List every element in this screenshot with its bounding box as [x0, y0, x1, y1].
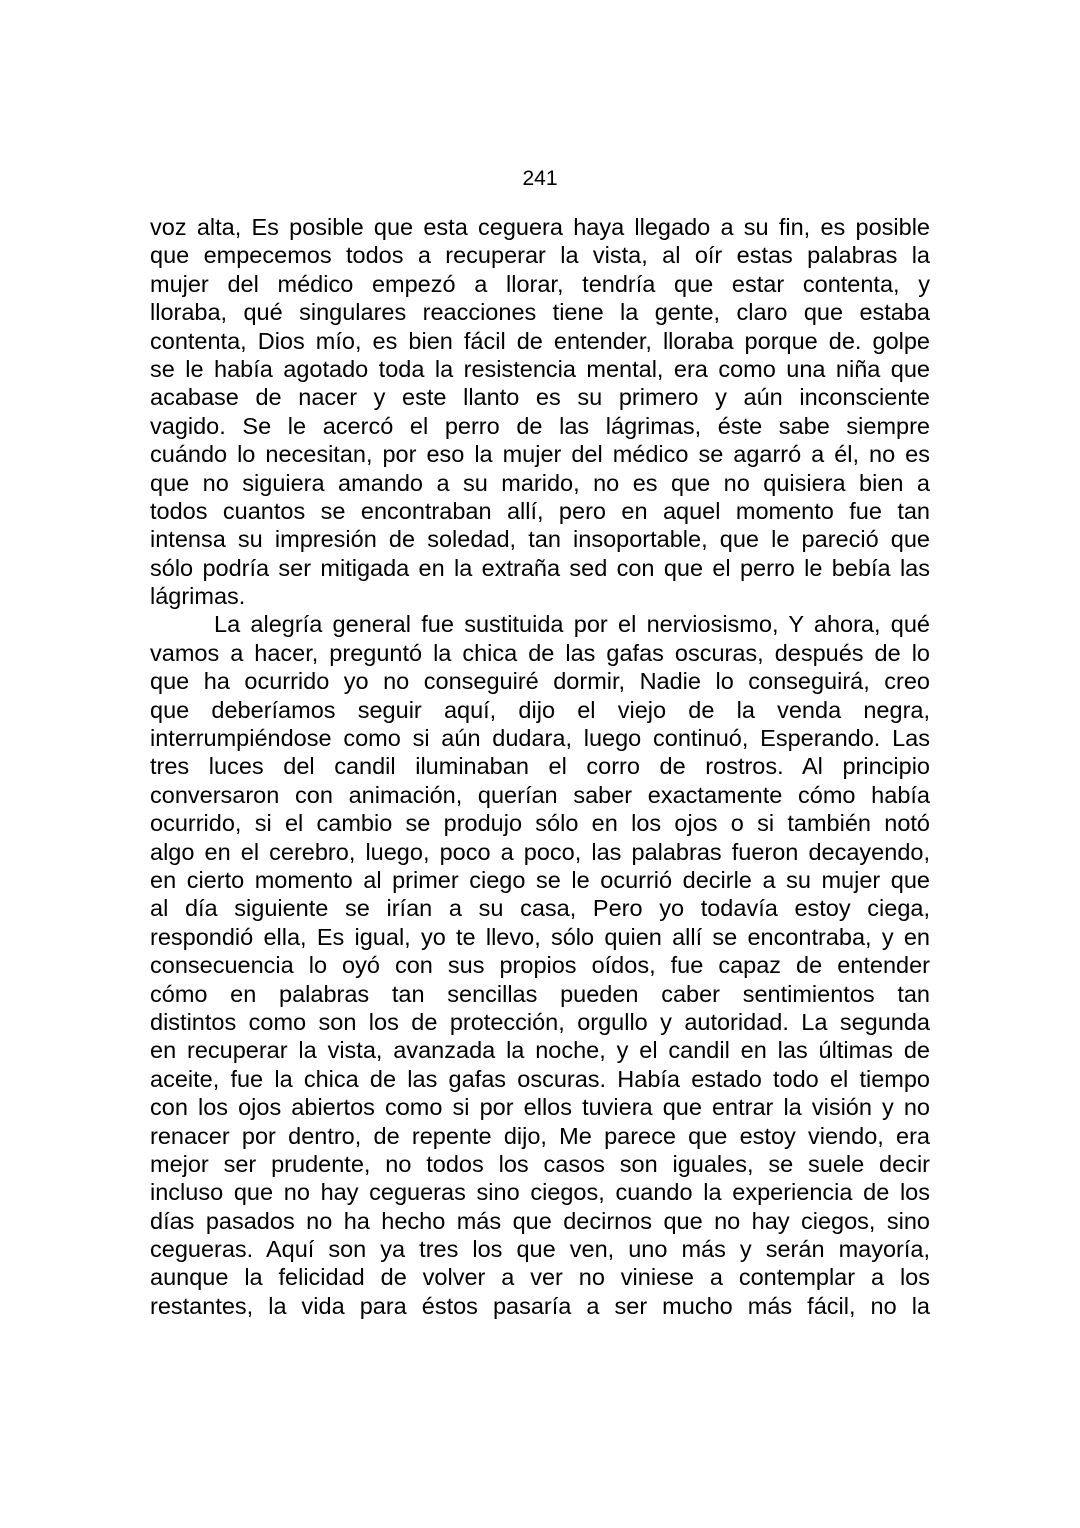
text-line: cuándo lo necesitan, por eso la mujer del médico se agarró a él, no es — [150, 441, 930, 468]
text-line: intensa su impresión de soledad, tan insoportable, que le pareció que — [150, 526, 930, 553]
text-line: aceite, fue la chica de las gafas oscuras. Había estado todo el tiempo — [150, 1065, 930, 1092]
text-line: que no siguiera amando a su marido, no es que no quisiera bien a — [150, 469, 930, 496]
text-line: voz alta, Es posible que esta ceguera haya llegado a su fin, es posible — [150, 214, 930, 240]
text-line: se le había agotado toda la resistencia mental, era como una niña que — [150, 355, 930, 382]
text-line: cegueras. Aquí son ya tres los que ven, uno más y serán mayoría, — [150, 1236, 930, 1263]
text-line: tres luces del candil iluminaban el corro de rostros. Al principio — [150, 753, 930, 780]
text-line: vamos a hacer, preguntó la chica de las gafas oscuras, después de lo — [150, 639, 930, 666]
text-line: respondió ella, Es igual, yo te llevo, sólo quien allí se encontraba, y en — [150, 923, 930, 950]
text-line: cómo en palabras tan sencillas pueden caber sentimientos tan — [150, 980, 930, 1007]
text-line: distintos como son los de protección, orgullo y autoridad. La segunda — [150, 1008, 930, 1035]
text-line: días pasados no ha hecho más que decirnos que no hay ciegos, sino — [150, 1207, 930, 1234]
text-line: al día siguiente se irían a su casa, Pero yo todavía estoy ciega, — [150, 895, 930, 922]
text-line: todos cuantos se encontraban allí, pero en aquel momento fue tan — [150, 497, 930, 524]
page-number: 241 — [522, 167, 558, 190]
text-line: mejor ser prudente, no todos los casos son iguales, se suele decir — [150, 1150, 930, 1177]
text-line: que ha ocurrido yo no conseguiré dormir, Nadie lo conseguirá, creo — [150, 668, 930, 695]
body-text — [150, 213, 930, 1320]
text-line: algo en el cerebro, luego, poco a poco, las palabras fueron decayendo, — [150, 838, 930, 865]
text-line: que empecemos todos a recuperar la vista, al oír estas palabras la — [150, 242, 930, 269]
text-line: lloraba, qué singulares reacciones tiene la gente, claro que estaba — [150, 299, 930, 326]
text-line: acabase de nacer y este llanto es su primero y aún inconsciente — [150, 384, 930, 411]
text-line: en cierto momento al primer ciego se le ocurrió decirle a su mujer que — [150, 866, 930, 893]
text-line: con los ojos abiertos como si por ellos tuviera que entrar la visión y no — [150, 1094, 930, 1121]
text-line: incluso que no hay cegueras sino ciegos, cuando la experiencia de los — [150, 1179, 930, 1206]
text-line: aunque la felicidad de volver a ver no viniese a contemplar a los — [150, 1264, 930, 1291]
text-line: sólo podría ser mitigada en la extraña sed con que el perro le bebía las — [150, 554, 930, 581]
text-line: restantes, la vida para éstos pasaría a ser mucho más fácil, no la — [150, 1292, 930, 1319]
text-line: renacer por dentro, de repente dijo, Me parece que estoy viendo, era — [150, 1122, 930, 1149]
text-line: consecuencia lo oyó con sus propios oídos, fue capaz de entender — [150, 952, 930, 979]
text-line: vagido. Se le acercó el perro de las lágrimas, éste sabe siempre — [150, 412, 930, 439]
text-line: lágrimas. — [150, 583, 246, 610]
text-line: conversaron con animación, querían saber exactamente cómo había — [150, 781, 930, 808]
text-line: La alegría general fue sustituida por el nerviosismo, Y ahora, qué — [214, 611, 930, 638]
text-line: contenta, Dios mío, es bien fácil de entender, lloraba porque de. golpe — [150, 327, 930, 354]
text-line: que deberíamos seguir aquí, dijo el viejo de la venda negra, — [150, 696, 930, 723]
text-line: ocurrido, si el cambio se produjo sólo en los ojos o si también notó — [150, 810, 930, 837]
text-line: mujer del médico empezó a llorar, tendría que estar contenta, y — [150, 270, 930, 297]
text-line: en recuperar la vista, avanzada la noche, y el candil en las últimas de — [150, 1037, 930, 1064]
text-line: interrumpiéndose como si aún dudara, luego continuó, Esperando. Las — [150, 725, 930, 752]
